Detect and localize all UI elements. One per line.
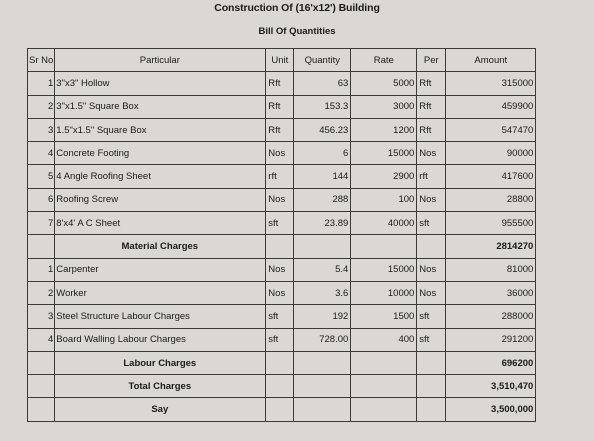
cell-particular: Steel Structure Labour Charges <box>55 305 266 328</box>
cell-quantity: 63 <box>294 72 351 95</box>
cell-unit: sft <box>266 212 294 235</box>
material-charges-row-label: Material Charges <box>55 235 266 258</box>
cell-per: Rft <box>417 95 446 118</box>
table-body <box>28 72 536 421</box>
cell-quantity: 144 <box>294 165 351 188</box>
cell-particular: 4 Angle Roofing Sheet <box>55 165 266 188</box>
cell-particular: Concrete Footing <box>55 142 266 165</box>
empty-cell <box>351 398 417 421</box>
cell-quantity: 3.6 <box>294 281 351 304</box>
empty-cell <box>294 351 351 374</box>
cell-per: Rft <box>417 72 446 95</box>
cell-sr-no: 2 <box>28 95 55 118</box>
cell-rate: 2900 <box>351 165 417 188</box>
say-row-amount: 3,500,000 <box>446 398 536 421</box>
cell-quantity: 23.89 <box>294 212 351 235</box>
cell-sr-no <box>28 398 55 421</box>
table-row <box>28 72 536 95</box>
cell-per: Nos <box>417 188 446 211</box>
cell-per: sft <box>417 212 446 235</box>
cell-unit: sft <box>266 305 294 328</box>
cell-particular: Board Walling Labour Charges <box>55 328 266 351</box>
header-rate: Rate <box>351 49 417 72</box>
cell-unit: rft <box>266 165 294 188</box>
empty-cell <box>294 398 351 421</box>
cell-per: sft <box>417 328 446 351</box>
cell-rate: 100 <box>351 188 417 211</box>
cell-amount: 955500 <box>446 212 536 235</box>
table-row <box>28 95 536 118</box>
cell-per: sft <box>417 305 446 328</box>
cell-per: Rft <box>417 118 446 141</box>
table-header-row <box>28 49 536 72</box>
table-row <box>28 305 536 328</box>
cell-per: Nos <box>417 281 446 304</box>
cell-rate: 15000 <box>351 258 417 281</box>
cell-amount: 36000 <box>446 281 536 304</box>
cell-sr-no: 6 <box>28 188 55 211</box>
cell-sr-no: 5 <box>28 165 55 188</box>
cell-quantity: 5.4 <box>294 258 351 281</box>
header-amount: Amount <box>446 49 536 72</box>
empty-cell <box>266 235 294 258</box>
empty-cell <box>294 375 351 398</box>
cell-unit: Nos <box>266 281 294 304</box>
cell-rate: 1200 <box>351 118 417 141</box>
table-row <box>28 212 536 235</box>
cell-quantity: 192 <box>294 305 351 328</box>
cell-amount: 459900 <box>446 95 536 118</box>
cell-unit: Rft <box>266 95 294 118</box>
cell-amount: 28800 <box>446 188 536 211</box>
cell-quantity: 288 <box>294 188 351 211</box>
cell-rate: 10000 <box>351 281 417 304</box>
header-sr-no: Sr No <box>28 49 55 72</box>
header-particular: Particular <box>55 49 266 72</box>
empty-cell <box>417 235 446 258</box>
labour-charges-row-amount: 696200 <box>446 351 536 374</box>
table-row <box>28 258 536 281</box>
document-title: Construction Of (16'x12') Building <box>214 2 380 14</box>
empty-cell <box>417 375 446 398</box>
empty-cell <box>417 398 446 421</box>
table-row <box>28 281 536 304</box>
table-row <box>28 118 536 141</box>
cell-unit: sft <box>266 328 294 351</box>
material-charges-row-amount: 2814270 <box>446 235 536 258</box>
table-row <box>28 165 536 188</box>
cell-unit: Nos <box>266 258 294 281</box>
cell-sr-no: 4 <box>28 328 55 351</box>
cell-amount: 315000 <box>446 72 536 95</box>
cell-rate: 5000 <box>351 72 417 95</box>
cell-sr-no: 1 <box>28 72 55 95</box>
cell-particular: Worker <box>55 281 266 304</box>
empty-cell <box>351 235 417 258</box>
cell-rate: 1500 <box>351 305 417 328</box>
cell-particular: Carpenter <box>55 258 266 281</box>
cell-sr-no <box>28 351 55 374</box>
say-row-label: Say <box>55 398 266 421</box>
cell-sr-no <box>28 375 55 398</box>
total-charges-row-amount: 3,510,470 <box>446 375 536 398</box>
cell-particular: 8'x4' A C Sheet <box>55 212 266 235</box>
cell-rate: 3000 <box>351 95 417 118</box>
header-unit: Unit <box>266 49 294 72</box>
cell-sr-no: 7 <box>28 212 55 235</box>
cell-sr-no: 3 <box>28 305 55 328</box>
cell-quantity: 728.00 <box>294 328 351 351</box>
cell-amount: 547470 <box>446 118 536 141</box>
empty-cell <box>266 398 294 421</box>
cell-amount: 417600 <box>446 165 536 188</box>
cell-unit: Rft <box>266 118 294 141</box>
material-charges-row <box>28 235 536 258</box>
header-per: Per <box>417 49 446 72</box>
cell-sr-no: 1 <box>28 258 55 281</box>
cell-amount: 291200 <box>446 328 536 351</box>
labour-charges-row-label: Labour Charges <box>55 351 266 374</box>
cell-sr-no: 2 <box>28 281 55 304</box>
empty-cell <box>351 351 417 374</box>
cell-particular: 1.5"x1.5" Square Box <box>55 118 266 141</box>
cell-quantity: 153.3 <box>294 95 351 118</box>
empty-cell <box>266 351 294 374</box>
cell-sr-no <box>28 235 55 258</box>
cell-unit: Nos <box>266 188 294 211</box>
cell-particular: Roofing Screw <box>55 188 266 211</box>
cell-sr-no: 3 <box>28 118 55 141</box>
table-row <box>28 328 536 351</box>
cell-rate: 400 <box>351 328 417 351</box>
say-row <box>28 398 536 421</box>
labour-charges-row <box>28 351 536 374</box>
empty-cell <box>266 375 294 398</box>
document-subtitle: Bill Of Quantities <box>258 26 336 37</box>
cell-particular: 3"x1.5" Square Box <box>55 95 266 118</box>
cell-quantity: 6 <box>294 142 351 165</box>
cell-rate: 40000 <box>351 212 417 235</box>
cell-unit: Rft <box>266 72 294 95</box>
empty-cell <box>294 235 351 258</box>
empty-cell <box>351 375 417 398</box>
cell-rate: 15000 <box>351 142 417 165</box>
header-quantity: Quantity <box>294 49 351 72</box>
bill-of-quantities-table <box>27 48 536 422</box>
total-charges-row <box>28 375 536 398</box>
cell-amount: 288000 <box>446 305 536 328</box>
empty-cell <box>417 351 446 374</box>
cell-per: Nos <box>417 258 446 281</box>
total-charges-row-label: Total Charges <box>55 375 266 398</box>
cell-particular: 3"x3" Hollow <box>55 72 266 95</box>
cell-sr-no: 4 <box>28 142 55 165</box>
cell-amount: 81000 <box>446 258 536 281</box>
cell-unit: Nos <box>266 142 294 165</box>
cell-per: Nos <box>417 142 446 165</box>
cell-amount: 90000 <box>446 142 536 165</box>
cell-per: rft <box>417 165 446 188</box>
table-row <box>28 188 536 211</box>
cell-quantity: 456.23 <box>294 118 351 141</box>
table-row <box>28 142 536 165</box>
